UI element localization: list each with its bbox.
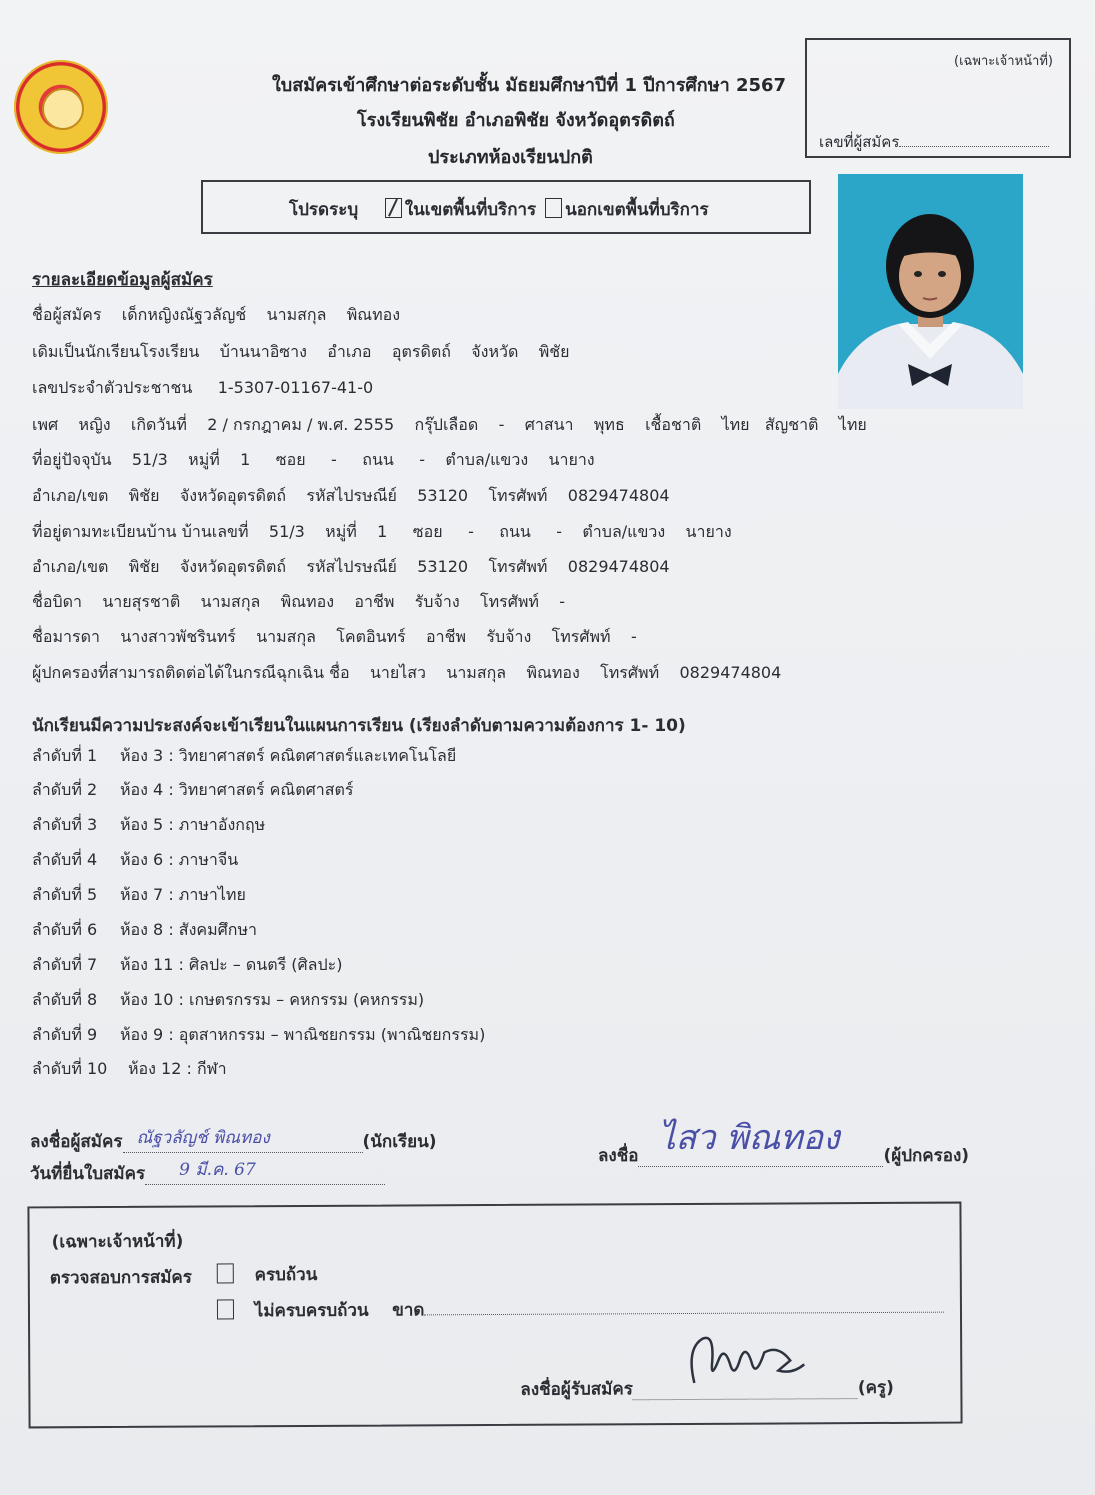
- applicant-signature-label: ลงชื่อผู้สมัคร: [30, 1132, 123, 1152]
- prev-district: อุตรดิตถ์: [391, 342, 451, 361]
- office-use-label: (เฉพาะเจ้าหน้าที่): [954, 54, 1053, 69]
- out-zone-checkbox[interactable]: [545, 198, 562, 218]
- choice-room: ห้อง 5 : ภาษาอังกฤษ: [120, 815, 266, 834]
- father-phone: -: [559, 592, 566, 611]
- religion-label: ศาสนา: [524, 415, 574, 434]
- nationality-label: สัญชาติ: [764, 415, 819, 434]
- in-zone-label: ในเขตพื้นที่บริการ: [404, 200, 537, 220]
- incomplete-checkbox[interactable]: [217, 1299, 234, 1319]
- house-no-label: บ้านเลขที่: [181, 522, 249, 541]
- current-address-label: ที่อยู่ปัจจุบัน: [32, 450, 112, 469]
- receiver-signature-line: [520, 1374, 894, 1403]
- receiver-signature-field: [633, 1378, 858, 1400]
- sex: หญิง: [78, 415, 111, 434]
- choice-room: ห้อง 11 : ศิลปะ – ดนตรี (ศิลปะ): [120, 955, 343, 974]
- staff-use-label: (เฉพาะเจ้าหน้าที่): [51, 1231, 184, 1253]
- applicant-photo: [838, 174, 1023, 409]
- details-section-title: รายละเอียดข้อมูลผู้สมัคร: [32, 270, 213, 290]
- previous-school-row: [32, 340, 570, 365]
- registered-address-row-2: [32, 555, 670, 580]
- soi-label: ซอย: [275, 450, 306, 469]
- national-id-row: [32, 376, 373, 401]
- choice-room: ห้อง 6 : ภาษาจีน: [120, 850, 239, 869]
- list-item: [32, 1057, 227, 1082]
- father-phone-label: โทรศัพท์: [479, 592, 539, 611]
- mother-surname-label: นามสกุล: [256, 627, 316, 646]
- registered-amphoe: พิชัย: [128, 557, 160, 576]
- receiver-signature-mark: [683, 1330, 813, 1391]
- choice-rank: ลำดับที่ 10: [32, 1059, 108, 1078]
- incomplete-option: [214, 1294, 945, 1325]
- choice-room: ห้อง 12 : กีฬา: [128, 1059, 227, 1078]
- choice-rank: ลำดับที่ 8: [32, 990, 98, 1009]
- current-address-row-2: [32, 484, 670, 509]
- registered-house-no: 51/3: [268, 522, 305, 541]
- guardian-row: [32, 661, 781, 686]
- postal-label: รหัสไปรษณีย์: [306, 486, 397, 505]
- father-occupation: รับจ้าง: [414, 592, 460, 611]
- current-moo: 1: [240, 450, 251, 469]
- applicant-name: เด็กหญิงณัฐวลัญช์: [121, 305, 247, 324]
- name-label: ชื่อผู้สมัคร: [32, 305, 102, 324]
- father-surname-label: นามสกุล: [200, 592, 261, 611]
- applicant-name-row: [32, 303, 400, 328]
- registered-soi: -: [468, 522, 474, 541]
- choice-rank: ลำดับที่ 5: [32, 885, 98, 904]
- choice-room: ห้อง 10 : เกษตรกรรม – คหกรรม (คหกรรม): [120, 990, 425, 1009]
- registered-address-row: [32, 520, 732, 545]
- prev-province: พิชัย: [538, 342, 570, 361]
- registered-phone: 0829474804: [567, 557, 670, 576]
- mother-label: ชื่อมารดา: [32, 627, 100, 646]
- list-item: [32, 953, 342, 978]
- in-zone-checkbox[interactable]: [385, 198, 402, 218]
- prev-school-label: เดิมเป็นนักเรียนโรงเรียน: [32, 342, 200, 361]
- student-portrait: [838, 174, 1023, 409]
- soi-label-2: ซอย: [412, 522, 443, 541]
- complete-checkbox[interactable]: [217, 1263, 234, 1283]
- mother-row: [32, 625, 637, 650]
- submit-date-label: วันที่ยื่นใบสมัคร: [30, 1164, 146, 1184]
- national-id: 1-5307-01167-41-0: [217, 378, 374, 397]
- list-item: [32, 848, 238, 873]
- staff-use-box: [27, 1202, 962, 1429]
- incomplete-label: ไม่ครบครบถ้วน: [254, 1300, 369, 1322]
- list-item: [32, 813, 265, 838]
- registered-postal: 53120: [417, 557, 469, 576]
- mother-occupation: รับจ้าง: [486, 627, 532, 646]
- id-label: เลขประจำตัวประชาชน: [32, 378, 193, 397]
- receiver-signature-label: ลงชื่อผู้รับสมัคร: [520, 1379, 633, 1400]
- guardian-suffix: (ผู้ปกครอง): [883, 1146, 970, 1166]
- race: ไทย: [721, 415, 750, 434]
- out-zone-label: นอกเขตพื้นที่บริการ: [565, 200, 709, 220]
- choice-room: ห้อง 9 : อุตสาหกรรม – พาณิชยกรรม (พาณิชยกรรม): [120, 1025, 486, 1044]
- guardian-surname: พิณทอง: [526, 663, 580, 682]
- applicant-signature-line: [30, 1128, 437, 1155]
- choice-room: ห้อง 7 : ภาษาไทย: [120, 885, 246, 904]
- guardian-signature: ไสว พิณทอง: [658, 1118, 840, 1158]
- registered-subdistrict: นายาง: [685, 522, 732, 541]
- religion: พุทธ: [593, 415, 625, 434]
- choice-room: ห้อง 4 : วิทยาศาสตร์ คณิตศาสตร์: [120, 780, 354, 799]
- applicant-suffix: (นักเรียน): [362, 1132, 437, 1152]
- mother-phone: -: [630, 627, 637, 646]
- current-soi: -: [331, 450, 337, 469]
- province-full-label-2: จังหวัดอุตรดิตถ์: [179, 557, 287, 576]
- current-amphoe: พิชัย: [128, 486, 160, 505]
- choice-rank: ลำดับที่ 4: [32, 850, 98, 869]
- complete-label: ครบถ้วน: [254, 1264, 318, 1286]
- choice-room: ห้อง 8 : สังคมศึกษา: [120, 920, 257, 939]
- submit-date-line: [30, 1160, 385, 1187]
- father-surname: พิณทอง: [280, 592, 335, 611]
- moo-label-2: หมู่ที่: [325, 522, 357, 541]
- guardian-phone: 0829474804: [679, 663, 782, 682]
- applicant-surname: พิณทอง: [346, 305, 401, 324]
- study-plan-title: นักเรียนมีความประสงค์จะเข้าเรียนในแผนการเรียน (เรียงลำดับตามความต้องการ 1- 10): [32, 716, 686, 736]
- guardian-signature-field: [638, 1118, 883, 1167]
- list-item: [32, 988, 424, 1013]
- choice-rank: ลำดับที่ 3: [32, 815, 98, 834]
- complete-option: [214, 1261, 318, 1289]
- check-application-label: ตรวจสอบการสมัคร: [49, 1267, 192, 1289]
- registered-road: -: [556, 522, 563, 541]
- road-label-2: ถนน: [499, 522, 531, 541]
- registered-address-label: ที่อยู่ตามทะเบียนบ้าน: [32, 522, 177, 541]
- father-label: ชื่อบิดา: [32, 592, 82, 611]
- applicant-signature-field: [123, 1128, 363, 1153]
- missing-items-field: [424, 1312, 944, 1316]
- nationality: ไทย: [838, 415, 867, 434]
- road-label: ถนน: [362, 450, 394, 469]
- province-label: จังหวัด: [471, 342, 519, 361]
- list-item: [32, 1023, 485, 1048]
- mother-occupation-label: อาชีพ: [426, 627, 466, 646]
- father-row: [32, 590, 565, 615]
- date-of-birth: 2 / กรกฎาคม / พ.ศ. 2555: [207, 415, 395, 434]
- choice-rank: ลำดับที่ 6: [32, 920, 98, 939]
- zone-selection-box: [201, 180, 811, 234]
- phone-label: โทรศัพท์: [488, 486, 548, 505]
- choice-rank: ลำดับที่ 1: [32, 746, 98, 765]
- sex-label: เพศ: [32, 415, 59, 434]
- missing-label: ขาด: [392, 1300, 425, 1321]
- father-name: นายสุรชาติ: [102, 592, 181, 611]
- class-type: ประเภทห้องเรียนปกติ: [428, 147, 593, 168]
- father-occupation-label: อาชีพ: [354, 592, 395, 611]
- postal-label-2: รหัสไปรษณีย์: [306, 557, 397, 576]
- moo-label: หมู่ที่: [188, 450, 220, 469]
- submit-date: 9 มี.ค. 67: [179, 1160, 256, 1180]
- office-use-box: [805, 38, 1071, 158]
- dob-label: เกิดวันที่: [130, 415, 187, 434]
- choice-rank: ลำดับที่ 7: [32, 955, 98, 974]
- application-number-field: [899, 146, 1049, 147]
- list-item: [32, 883, 246, 908]
- form-title: ใบสมัครเข้าศึกษาต่อระดับชั้น มัธยมศึกษาปีที่ 1 ปีการศึกษา 2567: [272, 75, 787, 96]
- list-item: [32, 918, 257, 943]
- list-item: [32, 744, 456, 769]
- blood-type: -: [498, 415, 505, 434]
- current-postal: 53120: [417, 486, 469, 505]
- current-house-no: 51/3: [131, 450, 168, 469]
- district-label: อำเภอ: [327, 342, 372, 361]
- amphoe-label-2: อำเภอ/เขต: [32, 557, 109, 576]
- school-line: โรงเรียนพิชัย อำเภอพิชัย จังหวัดอุตรดิตถ์: [357, 110, 675, 131]
- race-label: เชื้อชาติ: [645, 415, 702, 434]
- current-address-row: [32, 448, 595, 473]
- guardian-signature-label: ลงชื่อ: [598, 1146, 639, 1166]
- school-crest-icon: [14, 60, 108, 154]
- choice-rank: ลำดับที่ 9: [32, 1025, 98, 1044]
- current-road: -: [419, 450, 426, 469]
- guardian-label: ผู้ปกครองที่สามารถติดต่อได้ในกรณีฉุกเฉิน ชื่อ: [32, 663, 350, 682]
- mother-phone-label: โทรศัพท์: [551, 627, 611, 646]
- current-phone: 0829474804: [567, 486, 670, 505]
- phone-label-2: โทรศัพท์: [488, 557, 548, 576]
- mother-surname: โคตอินทร์: [336, 627, 406, 646]
- subdistrict-label: ตำบล/แขวง: [445, 450, 529, 469]
- surname-label: นามสกุล: [266, 305, 327, 324]
- blood-label: กรุ๊ปเลือด: [414, 415, 479, 434]
- choice-rank: ลำดับที่ 2: [32, 780, 98, 799]
- mother-name: นางสาวพัชรินทร์: [120, 627, 236, 646]
- guardian-phone-label: โทรศัพท์: [600, 663, 660, 682]
- applicant-signature: ณัฐวลัญช์ พิณทอง: [136, 1128, 270, 1148]
- current-subdistrict: นายาง: [548, 450, 595, 469]
- submit-date-field: [145, 1160, 385, 1185]
- list-item: [32, 778, 354, 803]
- amphoe-label: อำเภอ/เขต: [32, 486, 109, 505]
- personal-info-row: [32, 413, 867, 438]
- registered-moo: 1: [377, 522, 388, 541]
- application-number-label: เลขที่ผู้สมัคร: [819, 133, 900, 151]
- guardian-signature-line: [598, 1118, 970, 1169]
- prev-school: บ้านนาอิซาง: [219, 342, 307, 361]
- guardian-surname-label: นามสกุล: [446, 663, 507, 682]
- receiver-suffix: (ครู): [857, 1377, 894, 1399]
- subdistrict-label-2: ตำบล/แขวง: [582, 522, 666, 541]
- zone-prompt: โปรดระบุ: [289, 200, 359, 220]
- province-full-label: จังหวัดอุตรดิตถ์: [179, 486, 287, 505]
- choice-room: ห้อง 3 : วิทยาศาสตร์ คณิตศาสตร์และเทคโนโลยี: [120, 746, 457, 765]
- guardian-name: นายไสว: [369, 663, 427, 682]
